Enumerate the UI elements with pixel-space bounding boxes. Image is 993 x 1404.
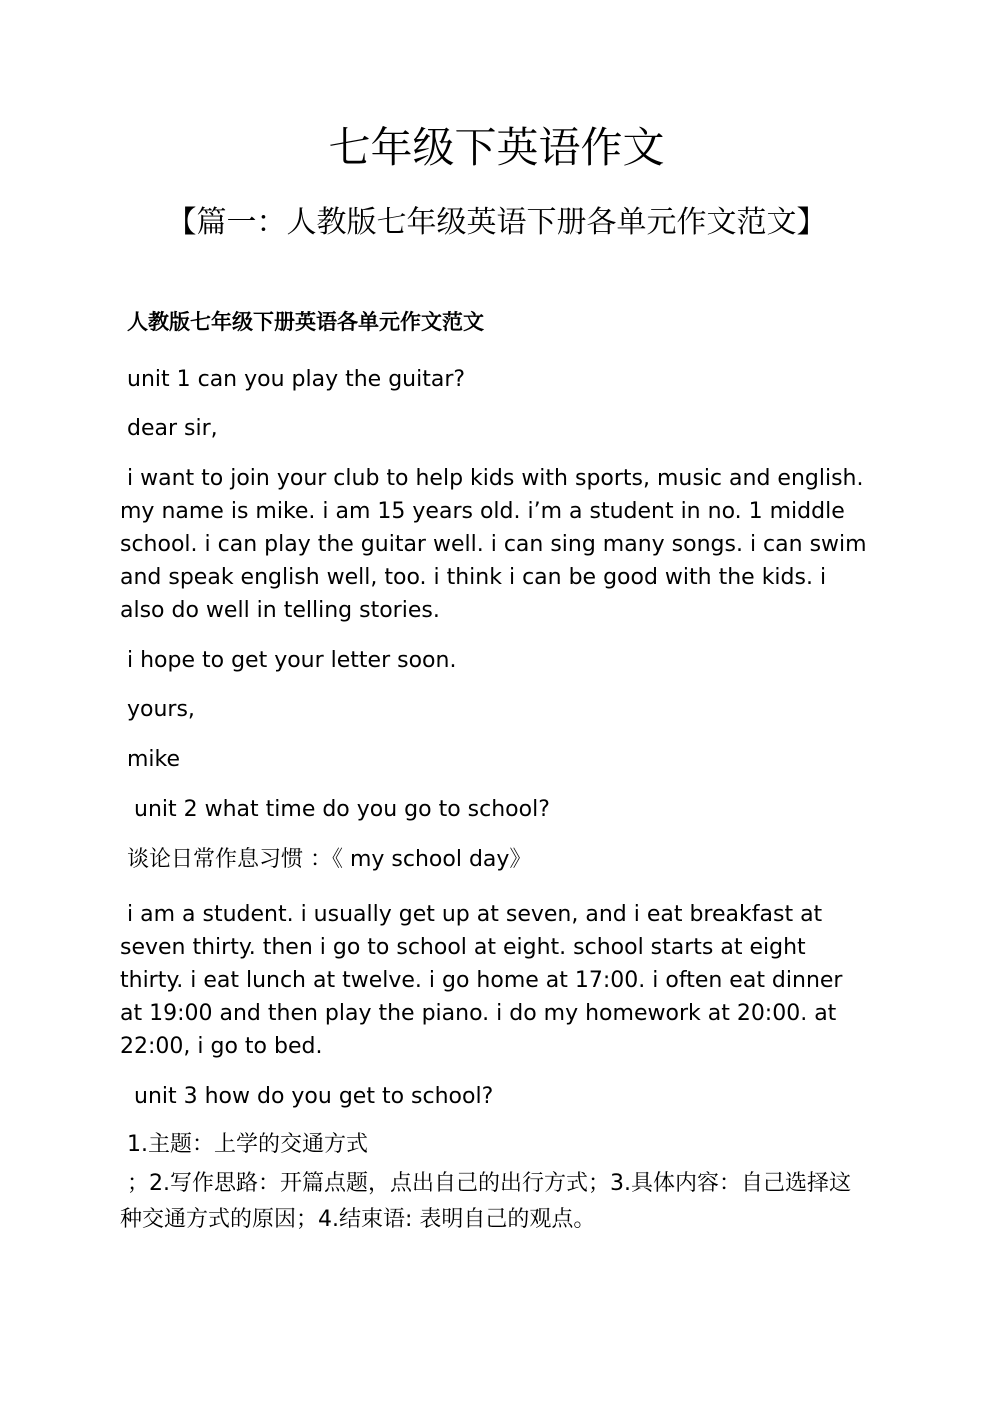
unit2-topic: 谈论日常作息习惯 ：《 my school day》 <box>127 847 532 872</box>
unit1-body: i want to join your club to help kids with sports, music and english. my name is mike. i am 15 years old. i’m a student in no. 1 middle school. i can play the guitar well. i can sing many songs. i can swim and speak english well, too. i think i can be good with the kids. i also do well in telling stories. <box>120 466 867 623</box>
unit1-name: mike <box>127 747 181 772</box>
unit2-heading: unit 2 what time do you go to school? <box>134 797 550 822</box>
unit3-point1: 1.主题：上学的交通方式 <box>127 1132 368 1157</box>
section-subtitle: 【篇一：人教版七年级英语下册各单元作文范文】 <box>166 205 827 240</box>
unit3-heading: unit 3 how do you get to school? <box>134 1084 494 1109</box>
unit1-signoff: yours, <box>127 697 195 722</box>
page-title: 七年级下英语作文 <box>328 123 665 172</box>
unit1-closing: i hope to get your letter soon. <box>127 648 457 673</box>
unit3-points: ；2.写作思路：开篇点题，点出自己的出行方式；3.具体内容：自己选择这种交通方式的原因；4.结束语: 表明自己的观点。 <box>120 1171 851 1232</box>
unit2-body: i am a student. i usually get up at seven, and i eat breakfast at seven thirty. then i go to school at eight. school starts at eight thirty. i eat lunch at twelve. i go home at 17:00. i often eat dinner at 19:00 and then play the piano. i do my homework at 20:00. at 22:00, i go to bed. <box>120 902 843 1059</box>
unit1-greeting: dear sir, <box>127 416 218 441</box>
document-heading: 人教版七年级下册英语各单元作文范文 <box>127 310 484 334</box>
unit1-heading: unit 1 can you play the guitar? <box>127 367 466 392</box>
